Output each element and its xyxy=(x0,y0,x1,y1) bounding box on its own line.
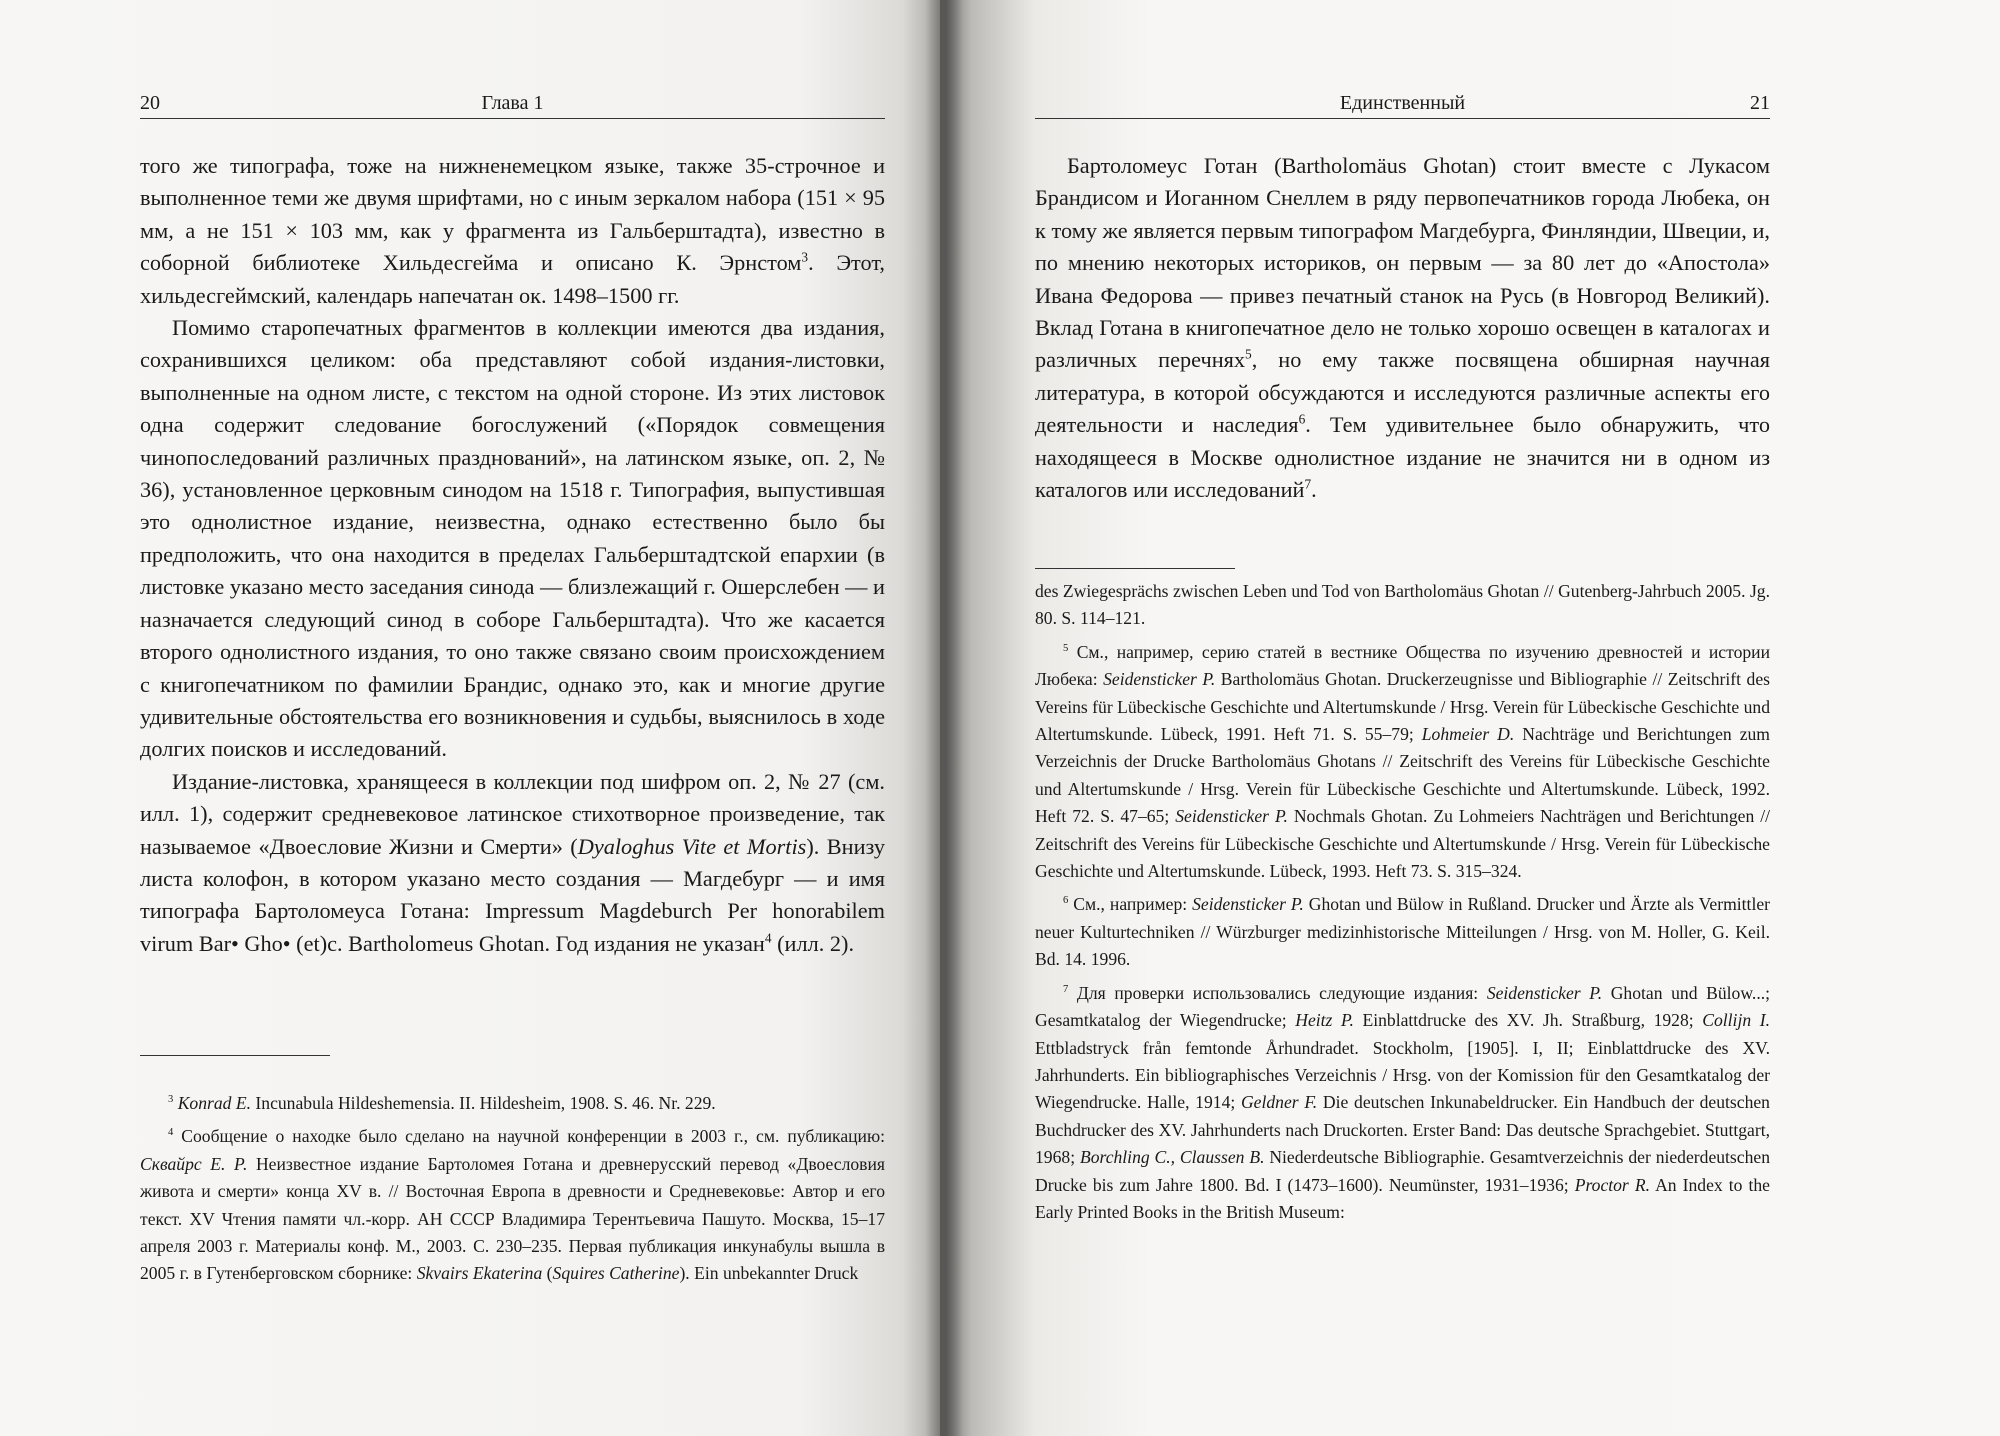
left-footnotes xyxy=(140,1090,885,1288)
right-page-number: 21 xyxy=(1750,92,1770,114)
left-paragraph-2: Помимо старопечатных фрагментов в коллекции имеются два издания, сохранившихся целиком: оба представляют собой издания-листовки, выполненные на одном листе, с текстом на одной стороне. Из этих листовок одна содержит следование богослужений («Порядок совмещения чинопоследований различных празднований», на латинском языке, оп. 2, № 36), установленное церковным синодом на 1518 г. Типография, выпустившая это однолистное издание, неизвестна, однако естественно было бы предположить, что она находится в пределах Гальберштадтской епархии (в листовке указано место заседания синода — близлежащий г. Ошерслебен — и назначается следующий синод в соборе Гальберштадта). Что же касается второго однолистного издания, то оно также связано своим происхождением с книгопечатником по фамилии Брандис, однако это, как и многие другие удивительные обстоятельства его возникновения и судьбы, выяснилось в ходе долгих поисков и исследований. xyxy=(140,315,885,762)
footnote-3: $^3$ Konrad E. Incunabula Hildeshemensia. II. Hildesheim, 1908. S. 46. Nr. 229. xyxy=(168,1093,716,1113)
footnote-7: $^7$ Для проверки использовались следующие издания: Seidensticker P. Ghotan und Bülow...; Gesamtkatalog der Wiegendrucke; Heitz P. Einblattdrucke des XV. Jh. Straßburg, 1928; Collijn I. Ettbladstryck från femtonde Århundradet. Stockholm, [1905]. I, II; Einblattdrucke des XV. Jahrhunderts. Ein bibliographisches Verzeichnis / Hrsg. von der Komission für den Gesamtkatalog der Wiegendrucke. Halle, 1914; Geldner F. Die deutschen Inkunabeldrucker. Ein Handbuch der deutschen Buchdrucker des XV. Jahrhunderts nach Druckorten. Erster Band: Das deutsche Sprachgebiet. Stuttgart, 1968; Borchling C., Claussen B. Niederdeutsche Bibliographie. Gesamtverzeichnis der niederdeutschen Drucke bis zum Jahre 1800. Bd. I (1473–1600). Neumünster, 1931–1936; Proctor R. An Index to the Early Printed Books in the British Museum: xyxy=(1035,982,1771,1222)
footnote-ref-3: 3 xyxy=(801,249,809,265)
footnote-ref-7: 7 xyxy=(1304,476,1312,492)
left-page-number: 20 xyxy=(140,92,160,114)
footnote-6: $^6$ См., например: Seidensticker P. Ghotan und Bülow in Rußland. Drucker und Ärzte als Vermittler neuer Kulturtechniken // Würzburger medizinhistorische Mitteilungen / Hrsg. von M. Holler, G. Keil. Bd. 14. 1996. xyxy=(1035,894,1770,970)
right-footnote-rule xyxy=(1035,568,1235,569)
right-body-text xyxy=(1035,150,1770,506)
left-running-head-title: Глава 1 xyxy=(481,92,544,114)
footnote-ref-5: 5 xyxy=(1245,347,1252,363)
left-paragraph-3: Издание-листовка, хранящееся в коллекции под шифром оп. 2, № 27 (см. илл. 1), содержит средневековое латинское стихотворное произведение, так называемое «Двоесловие Жизни и Смерти» (Dyaloghus Vite et Mortis). Внизу листа колофон, в котором указано место создания — Магдебург — и имя типографа Бартоломеуса Готана: Impressum Magdeburch Per honorabilem virum Bar• Gho• (et)c. Bartholomeus Ghotan. Год издания не указан$^4$ (илл. 2). xyxy=(140,768,885,956)
left-footnote-rule xyxy=(140,1055,330,1056)
right-paragraph-1: Бартоломеус Готан (Bartholomäus Ghotan) стоит вместе с Лукасом Брандисом и Иоганном Снеллем в ряду первопечатников города Любека, он к тому же является первым типографом Магдебурга, Финляндии, Швеции, и, по мнению некоторых историков, он первым — за 80 лет до «Апостола» Ивана Федорова — привез печатный станок на Русь (в Новгород Великий). Вклад Готана в книгопечатное дело не только хорошо освещен в каталогах и различных перечнях$^5$, но ему также посвящена обширная научная литература, в которой обсуждаются и исследуются различные аспекты его деятельности и наследия$^6$. Тем удивительнее было обнаружить, что находящееся в Москве однолистное издание не значится ни в одном из каталогов или исследований$^7$. xyxy=(1035,153,1770,503)
footnote-4: $^4$ Сообщение о находке было сделано на научной конференции в 2003 г., см. публикацию: Сквайрс Е. Р. Неизвестное издание Бартоломея Готана и древнерусский перевод «Двоесловия живота и смерти» конца XV в. // Восточная Европа в древности и Средневековье: Автор и его текст. XV Чтения памяти чл.-корр. АН СССР Владимира Терентьевича Пашуто. Москва, 15–17 апреля 2003 г. Материалы конф. М., 2003. С. 230–235. Первая публикация инкунабулы вышла в 2005 г. в Гутенберговском сборнике: Skvairs Ekaterina (Squires Catherine). Ein unbekannter Druck xyxy=(140,1126,885,1284)
footnote-ref-4: 4 xyxy=(764,930,772,946)
left-paragraph-1: того же типографа, тоже на нижненемецком языке, также 35-строчное и выполненное теми же двумя шрифтами, но с иным зеркалом набора (151 × 95 мм, а не 151 × 103 мм, как у фрагмента из Гальберштадта), известно в соборной библиотеке Хильдесгейма и описано К. Эрнстом$^3$. Этот, хильдесгеймский, календарь напечатан ок. 1498–1500 гг. xyxy=(140,153,885,308)
footnote-5: $^5$ См., например, серию статей в вестнике Общества по изучению древностей и истории Любека: Seidensticker P. Bartholomäus Ghotan. Druckerzeugnisse und Bibliographie // Zeitschrift des Vereins für Lübeckische Geschichte und Altertumskunde / Hrsg. Verein für Lübeckische Geschichte und Altertumskunde. Lübeck, 1991. Heft 71. S. 55–79; Lohmeier D. Nachträge und Berichtungen zum Verzeichnis der Drucke Bartholomäus Ghotans // Zeitschrift des Vereins für Lübeckische Geschichte und Altertumskunde / Hrsg. Verein für Lübeckische Geschichte und Altertumskunde. Lübeck, 1992. Heft 72. S. 47–65; Seidensticker P. Nochmals Ghotan. Zu Lohmeiers Nachträgen und Berichtungen // Zeitschrift des Vereins für Lübeckische Geschichte und Altertumskunde / Hrsg. Verein für Lübeckische Geschichte und Altertumskunde. Lübeck, 1993. Heft 73. S. 315–324. xyxy=(1035,641,1771,882)
right-footnotes xyxy=(1035,578,1770,1226)
left-running-header xyxy=(140,90,885,119)
left-body-text xyxy=(140,150,885,960)
footnote-4-continuation: des Zwiegesprächs zwischen Leben und Tod von Bartholomäus Ghotan // Gutenberg-Jahrbuch 2005. Jg. 80. S. 114–121. xyxy=(1035,581,1770,629)
footnote-ref-6: 6 xyxy=(1298,411,1306,427)
right-running-header xyxy=(1035,90,1770,119)
right-running-head-title: Единственный xyxy=(1339,92,1466,114)
book-gutter-shadow xyxy=(925,0,963,1436)
